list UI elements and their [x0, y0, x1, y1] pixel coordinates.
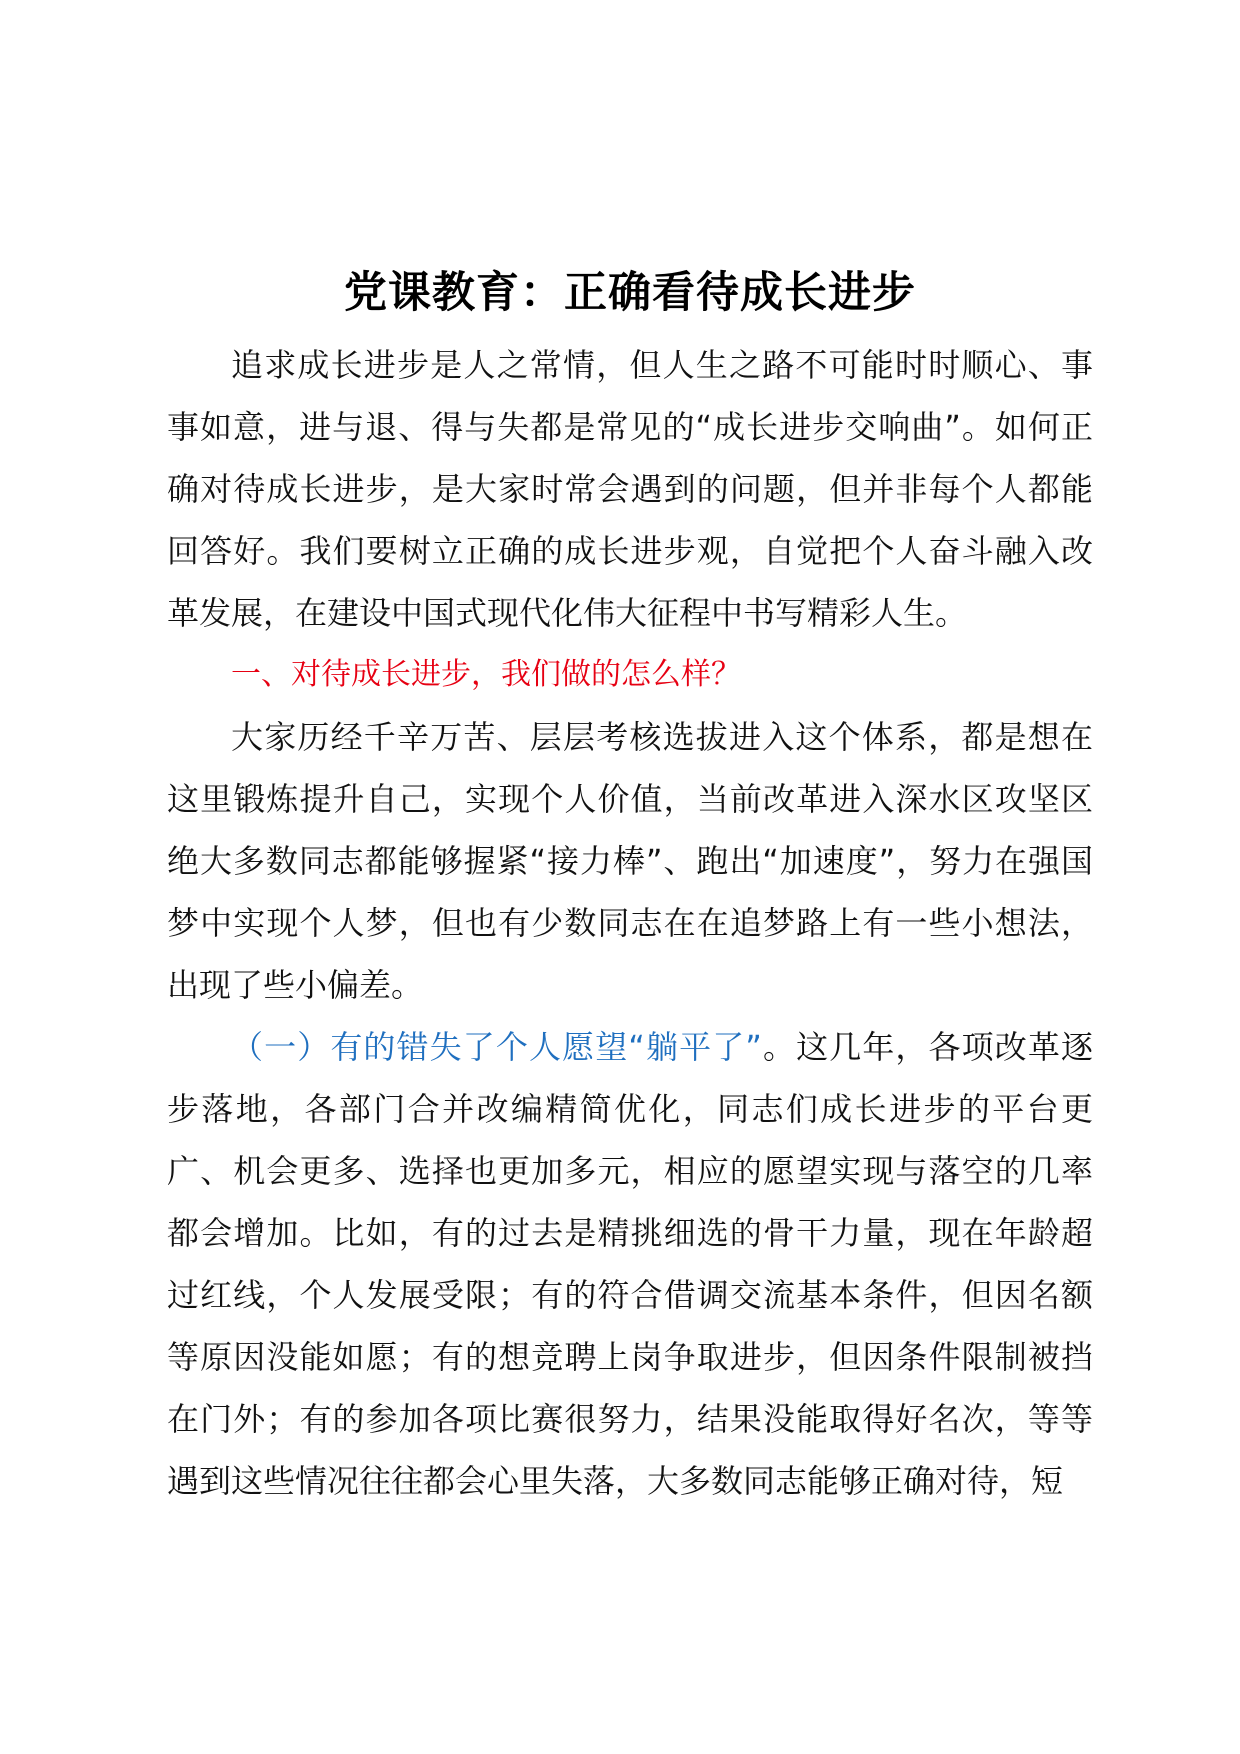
- intro-paragraph: 追求成长进步是人之常情，但人生之路不可能时时顺心、事事如意，进与退、得与失都是常见的“成长进步交响曲”。如何正确对待成长进步，是大家时常会遇到的问题，但并非每个人都能回答好。我们要树立正确的成长进步观，自觉把个人奋斗融入改革发展，在建设中国式现代化伟大征程中书写精彩人生。: [167, 346, 1093, 632]
- document-title: 党课教育：正确看待成长进步: [344, 268, 916, 318]
- subsection-1-body: 。这几年，各项改革逐步落地，各部门合并改编精简优化，同志们成长进步的平台更广、机会更多、选择也更加多元，相应的愿望实现与落空的几率都会增加。比如，有的过去是精挑细选的骨干力量，现在年龄超过红线，个人发展受限；有的符合借调交流基本条件，但因名额等原因没能如愿；有的想竞聘上岗争取进步，但因条件限制被挡在门外；有的参加各项比赛很努力，结果没能取得好名次，等等遇到这些情况往往都会心里失落，大多数同志能够正确对待，短: [167, 1028, 1093, 1500]
- subsection-heading-1: （一）有的错失了个人愿望“躺平了”: [231, 1028, 762, 1066]
- section-heading-1: 一、对待成长进步，我们做的怎么样？: [231, 657, 741, 692]
- document-content: [167, 252, 1093, 1512]
- subsection-1-paragraph: [167, 1016, 1093, 1512]
- section-1-paragraph: 大家历经千辛万苦、层层考核选拔进入这个体系，都是想在这里锻炼提升自己，实现个人价值，当前改革进入深水区攻坚区绝大多数同志都能够握紧“接力棒”、跑出“加速度”，努力在强国梦中实现个人梦，但也有少数同志在在追梦路上有一些小想法，出现了些小偏差。: [167, 718, 1093, 1004]
